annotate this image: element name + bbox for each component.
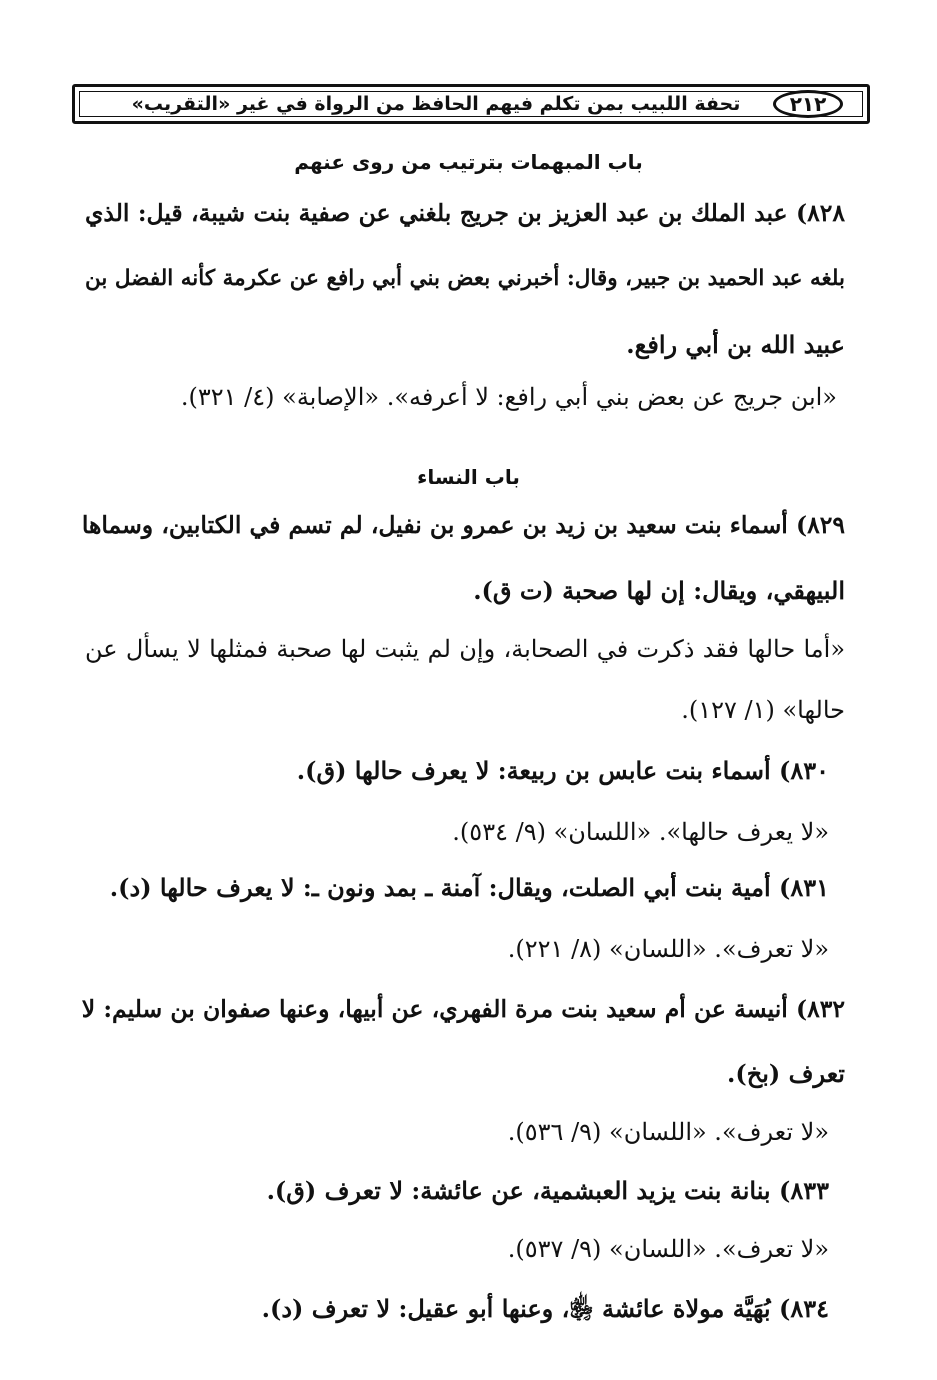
quote-831: «لا تعرف». «اللسان» (٨/ ٢٢١). [507, 935, 829, 963]
entry-832-line-1: ٨٣٢) أنيسة عن أم سعيد بنت مرة الفهري، عن أبيها، وعنها صفوان بن سليم: لا [81, 995, 845, 1023]
running-title: تحفة اللبيب بمن تكلم فيهم الحافظ من الرواة في غير «التقريب» [131, 93, 741, 115]
quote-832: «لا تعرف». «اللسان» (٩/ ٥٣٦). [507, 1118, 829, 1146]
quote-830: «لا يعرف حالها». «اللسان» (٩/ ٥٣٤). [452, 818, 829, 846]
entry-833: ٨٣٣) بنانة بنت يزيد العبشمية، عن عائشة: لا تعرف (ق). [266, 1176, 829, 1205]
quote-833: «لا تعرف». «اللسان» (٩/ ٥٣٧). [507, 1235, 829, 1263]
page-number: ٢١٢ [773, 90, 843, 118]
entry-828-line-1: ٨٢٨) عبد الملك بن عبد العزيز بن جريج بلغني عن صفية بنت شيبة، قيل: الذي [85, 199, 845, 227]
entry-834: ٨٣٤) بُهَيَّة مولاة عائشة ﵂، وعنها أبو عقيل: لا تعرف (د). [261, 1294, 829, 1323]
entry-832-line-2: تعرف (بخ). [727, 1059, 845, 1088]
entry-829-line-1: ٨٢٩) أسماء بنت سعيد بن زيد بن عمرو بن نفيل، لم تسم في الكتابين، وسماها [81, 511, 845, 539]
quote-829-line-1: «أما حالها فقد ذكرت في الصحابة، وإن لم يثبت لها صحبة فمثلها لا يسأل عن [85, 635, 845, 663]
entry-831: ٨٣١) أمية بنت أبي الصلت، ويقال: آمنة ـ بمد ونون ـ: لا يعرف حالها (د). [109, 873, 829, 902]
entry-830: ٨٣٠) أسماء بنت عابس بن ربيعة: لا يعرف حالها (ق). [296, 756, 829, 785]
quote-828: «ابن جريج عن بعض بني أبي رافع: لا أعرفه». «الإصابة» (٤/ ٣٢١). [180, 383, 837, 411]
running-header [72, 84, 870, 124]
entry-828-line-3: عبيد الله بن أبي رافع. [626, 330, 845, 359]
section-heading-mubhamat: باب المبهمات بترتيب من روى عنهم [294, 150, 643, 174]
entry-828-line-2: بلغه عبد الحميد بن جبير، وقال: أخبرني بعض بني أبي رافع عن عكرمة كأنه الفضل بن [85, 266, 845, 291]
section-heading-nisa: باب النساء [417, 465, 520, 489]
quote-829-line-2: حالها» (١/ ١٢٧). [681, 696, 845, 724]
entry-829-line-2: البيهقي، ويقال: إن لها صحبة (ت ق). [473, 576, 845, 605]
